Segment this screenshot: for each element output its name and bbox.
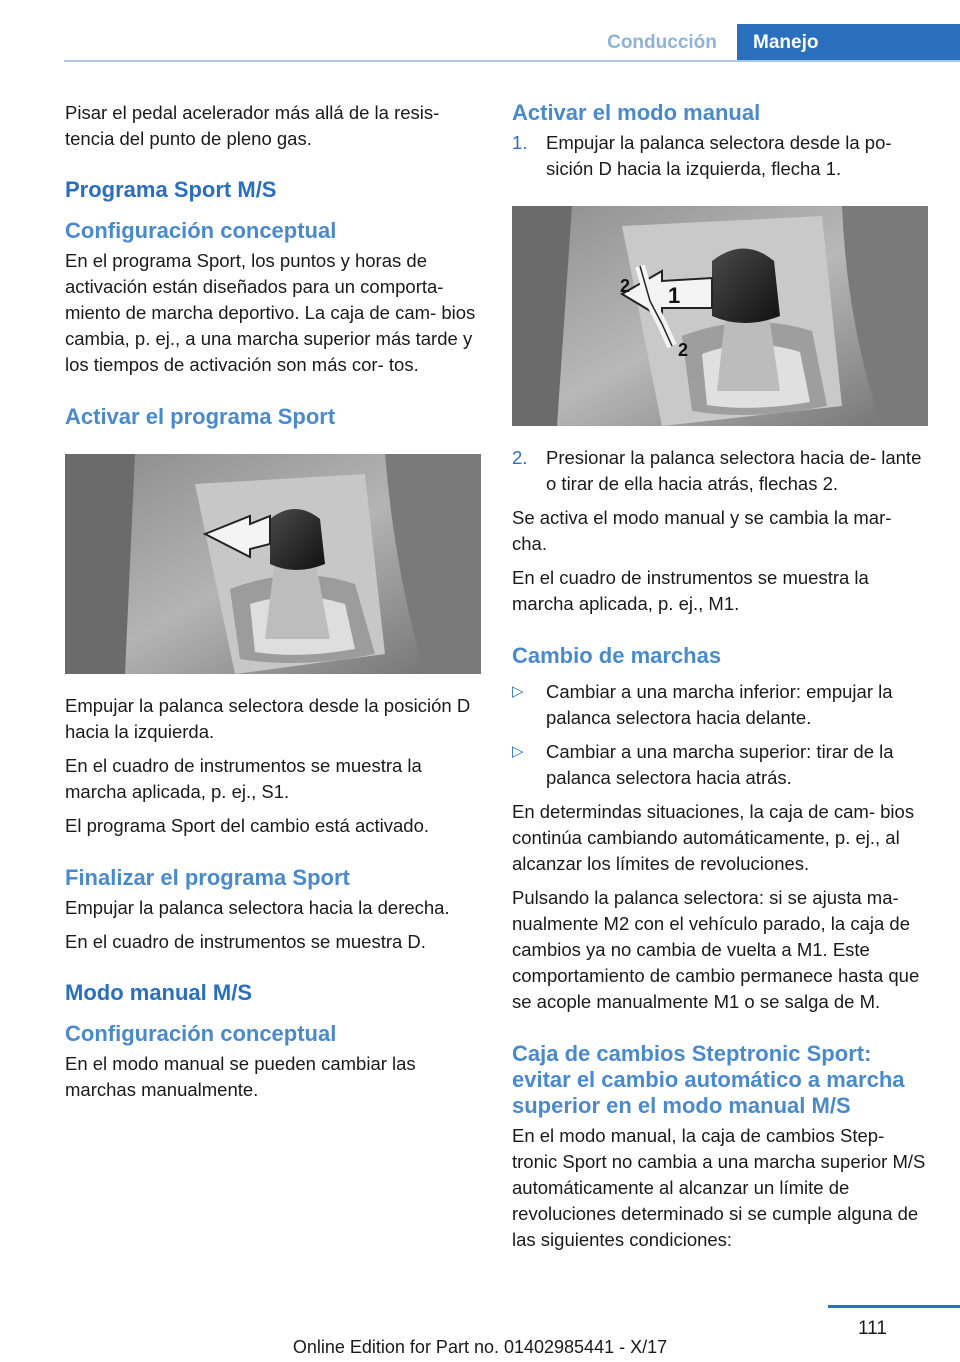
finish-sport-step: Empujar la palanca selectora hacia la derecha. <box>65 897 450 918</box>
arrow-label-1: 1 <box>668 283 681 308</box>
left-column <box>65 100 481 1111</box>
step-number: 1. <box>512 132 528 153</box>
activate-sport-status: El programa Sport del cambio está activado. <box>65 815 430 836</box>
triangle-bullet-icon: ▷ <box>512 683 524 700</box>
heading-gear-change: Cambio de marchas <box>512 643 722 668</box>
step-number: 2. <box>512 447 528 468</box>
steptronic-text: En el modo manual, la caja de cambios Step- tronic Sport no cambia a una marcha superior M/S automáticamente al alcanzar un límite de revoluciones determinado si se cumple alguna de las siguientes condiciones: <box>512 1125 926 1250</box>
gear-selector-photo-sport <box>65 454 481 674</box>
header-rule <box>64 60 960 62</box>
heading-manual-mode: Modo manual M/S <box>65 980 252 1005</box>
activate-sport-step: Empujar la palanca selectora desde la posición D hacia la izquierda. <box>65 695 471 742</box>
concept-manual-text: En el modo manual se pueden cambiar las marchas manualmente. <box>65 1053 416 1100</box>
list-item <box>512 679 930 731</box>
activate-sport-cluster: En el cuadro de instrumentos se muestra la marcha aplicada, p. ej., S1. <box>65 755 422 802</box>
concept-sport-text: En el programa Sport, los puntos y horas de activación están diseñados para un comporta- miento de marcha deportivo. La caja de cam- bios cambia, p. ej., a una marcha superior más tarde y los tiempos de activación son más cor- tos. <box>65 250 476 375</box>
pressing-lever-text: Pulsando la palanca selectora: si se ajusta ma- nualmente M2 con el vehículo parado, la caja de cambios ya no cambia de vuelta a M1. Este comportamiento de cambio permanece hasta que se acople manualmente M1 o se salga de M. <box>512 887 920 1012</box>
triangle-bullet-icon: ▷ <box>512 743 524 760</box>
heading-concept-manual: Configuración conceptual <box>65 1021 337 1046</box>
finish-sport-cluster: En el cuadro de instrumentos se muestra D. <box>65 931 426 952</box>
edition-line: Online Edition for Part no. 01402985441 - X/17 <box>292 1337 668 1357</box>
step-text: Presionar la palanca selectora hacia de- lante o tirar de ella hacia atrás, flechas 2. <box>546 447 922 494</box>
heading-concept-sport: Configuración conceptual <box>65 218 337 243</box>
heading-sport-program: Programa Sport M/S <box>65 177 277 202</box>
bullet-text: Cambiar a una marcha inferior: empujar la palanca selectora hacia delante. <box>546 681 893 728</box>
list-item <box>512 739 930 791</box>
step-text: Empujar la palanca selectora desde la po- sición D hacia la izquierda, flecha 1. <box>546 132 892 179</box>
right-column <box>512 100 930 1261</box>
list-item <box>512 130 930 182</box>
situations-text: En determindas situaciones, la caja de cam- bios continúa cambiando automáticamente, p. ej., al alcanzar los límites de revoluciones. <box>512 801 915 874</box>
manual-activated-text: Se activa el modo manual y se cambia la mar- cha. <box>512 507 892 554</box>
page-number: 111 <box>858 1318 887 1339</box>
heading-activate-sport: Activar el programa Sport <box>65 404 336 429</box>
manual-cluster-text: En el cuadro de instrumentos se muestra la marcha aplicada, p. ej., M1. <box>512 567 869 614</box>
heading-finish-sport: Finalizar el programa Sport <box>65 865 350 890</box>
intro-text: Pisar el pedal acelerador más allá de la resis- tencia del punto de pleno gas. <box>65 102 440 149</box>
tab-conduccion[interactable]: Conducción <box>607 32 717 53</box>
heading-steptronic: Caja de cambios Steptronic Sport: evitar el cambio automático a marcha superior en el modo manual M/S <box>512 1041 905 1118</box>
tab-manejo[interactable]: Manejo <box>737 24 960 62</box>
footer-rule <box>828 1305 960 1308</box>
gear-selector-photo-manual <box>512 206 928 426</box>
arrow-label-2-top: 2 <box>620 276 631 296</box>
heading-activate-manual: Activar el modo manual <box>512 100 761 125</box>
list-item <box>512 445 930 497</box>
arrow-label-2-bottom: 2 <box>678 340 689 360</box>
bullet-text: Cambiar a una marcha superior: tirar de la palanca selectora hacia atrás. <box>546 741 894 788</box>
